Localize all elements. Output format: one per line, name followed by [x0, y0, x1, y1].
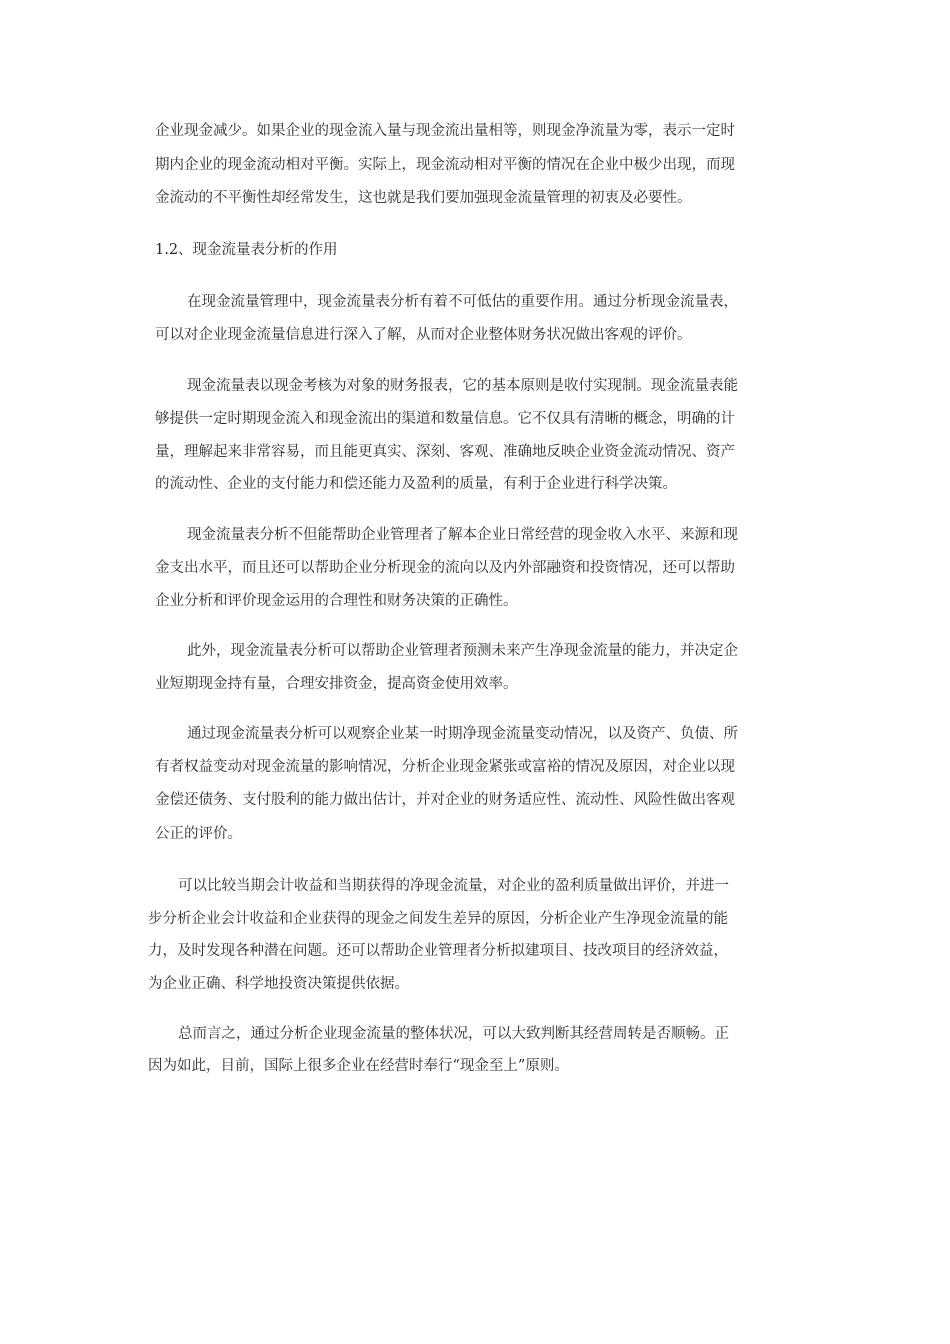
text-line: 企业分析和评价现金运用的合理性和财务决策的正确性。 — [155, 593, 518, 609]
text-line: 因为如此，目前，国际上很多企业在经营时奉行“现金至上”原则。 — [148, 1058, 569, 1074]
text-line: 金偿还债务、支付股利的能力做出估计，并对企业的财务适应性、流动性、风险性做出客观 — [155, 792, 735, 808]
text-line: 量，理解起来非常容易，而且能更真实、深刻、客观、准确地反映企业资金流动情况、资产 — [155, 444, 735, 460]
text-line: 在现金流量管理中，现金流量表分析有着不可低估的重要作用。通过分析现金流量表， — [187, 294, 738, 310]
text-line: 此外，现金流量表分析可以帮助企业管理者预测未来产生净现金流量的能力，并决定企 — [187, 643, 738, 659]
text-line: 业短期现金持有量，合理安排资金，提高资金使用效率。 — [155, 676, 518, 692]
section-heading: 1.2、现金流量表分析的作用 — [155, 242, 338, 258]
text-line: 公正的评价。 — [155, 826, 242, 842]
text-line: 的流动性、企业的支付能力和偿还能力及盈利的质量，有利于企业进行科学决策。 — [155, 476, 677, 492]
text-line: 总而言之，通过分析企业现金流量的整体状况，可以大致判断其经营周转是否顺畅。正 — [178, 1026, 729, 1042]
text-line: 现金流量表以现金考核为对象的财务报表，它的基本原则是收付实现制。现金流量表能 — [187, 378, 738, 394]
text-line: 力，及时发现各种潜在问题。还可以帮助企业管理者分析拟建项目、技改项目的经济效益， — [148, 943, 728, 959]
text-line: 可以比较当期会计收益和当期获得的净现金流量，对企业的盈利质量做出评价，并进一 — [178, 878, 729, 894]
text-line: 期内企业的现金流动相对平衡。实际上，现金流动相对平衡的情况在企业中极少出现，而现 — [155, 157, 735, 173]
text-line: 现金流量表分析不但能帮助企业管理者了解本企业日常经营的现金收入水平、来源和现 — [187, 527, 738, 543]
text-line: 为企业正确、科学地投资决策提供依据。 — [148, 976, 409, 992]
text-line: 通过现金流量表分析可以观察企业某一时期净现金流量变动情况，以及资产、负债、所 — [187, 726, 738, 742]
text-line: 可以对企业现金流量信息进行深入了解，从而对企业整体财务状况做出客观的评价。 — [155, 327, 692, 343]
text-line: 金流动的不平衡性却经常发生，这也就是我们要加强现金流量管理的初衷及必要性。 — [155, 190, 692, 206]
text-line: 有者权益变动对现金流量的影响情况，分析企业现金紧张或富裕的情况及原因，对企业以现 — [155, 759, 735, 775]
text-line: 金支出水平，而且还可以帮助企业分析现金的流向以及内外部融资和投资情况，还可以帮助 — [155, 560, 735, 576]
text-line: 够提供一定时期现金流入和现金流出的渠道和数量信息。它不仅具有清晰的概念，明确的计 — [155, 411, 735, 427]
text-line: 步分析企业会计收益和企业获得的现金之间发生差异的原因，分析企业产生净现金流量的能 — [148, 911, 728, 927]
text-line: 企业现金减少。如果企业的现金流入量与现金流出量相等，则现金净流量为零，表示一定时 — [155, 123, 735, 139]
